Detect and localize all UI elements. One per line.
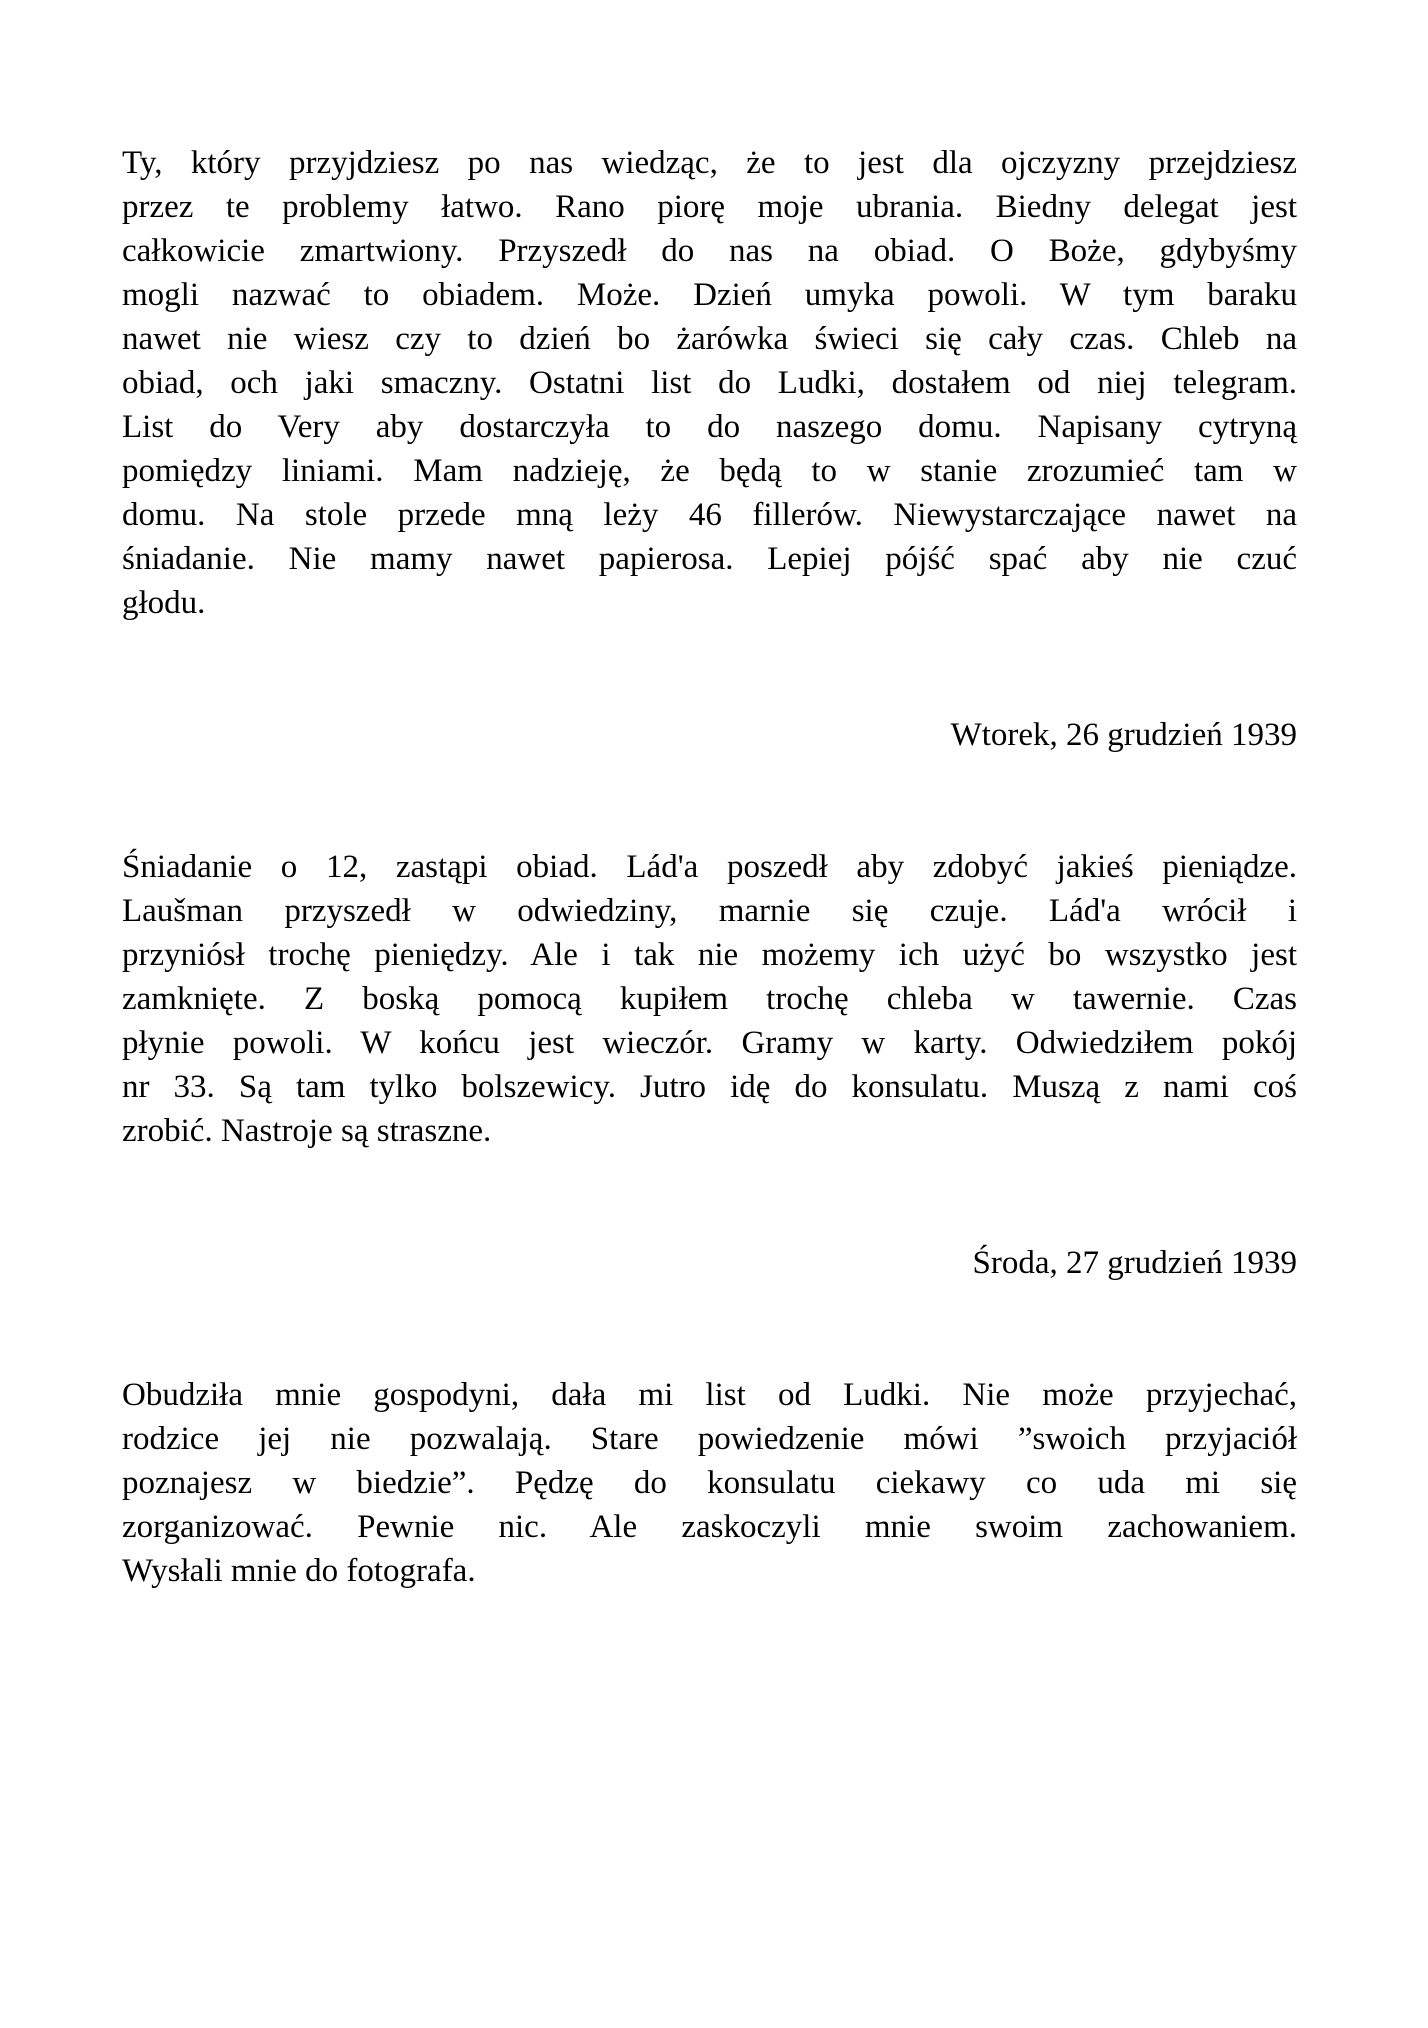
text-line: śniadanie. Nie mamy nawet papierosa. Lepiej pójść spać aby nie czuć (122, 541, 1297, 577)
text-line: Wysłali mnie do fotografa. (122, 1553, 476, 1589)
text-line: zorganizować. Pewnie nic. Ale zaskoczyli mnie swoim zachowaniem. (122, 1509, 1297, 1545)
text-line: przez te problemy łatwo. Rano piorę moje ubrania. Biedny delegat jest (122, 189, 1297, 225)
text-line: całkowicie zmartwiony. Przyszedł do nas na obiad. O Boże, gdybyśmy (122, 233, 1297, 269)
text-line: poznajesz w biedzie”. Pędzę do konsulatu ciekawy co uda mi się (122, 1465, 1297, 1501)
text-line: płynie powoli. W końcu jest wieczór. Gramy w karty. Odwiedziłem pokój (122, 1025, 1297, 1061)
text-line: obiad, och jaki smaczny. Ostatni list do Ludki, dostałem od niej telegram. (122, 365, 1297, 401)
date-heading: Środa, 27 grudzień 1939 (972, 1245, 1297, 1281)
text-line: rodzice jej nie pozwalają. Stare powiedzenie mówi ”swoich przyjaciół (122, 1421, 1297, 1457)
text-line: Laušman przyszedł w odwiedziny, marnie się czuje. Lád'a wrócił i (122, 893, 1297, 929)
text-line: zrobić. Nastroje są straszne. (122, 1113, 492, 1149)
text-line: mogli nazwać to obiadem. Może. Dzień umyka powoli. W tym baraku (122, 277, 1297, 313)
text-line: nr 33. Są tam tylko bolszewicy. Jutro idę do konsulatu. Muszą z nami coś (122, 1069, 1297, 1105)
text-line: domu. Na stole przede mną leży 46 fillerów. Niewystarczające nawet na (122, 497, 1297, 533)
text-line: pomiędzy liniami. Mam nadzieję, że będą to w stanie zrozumieć tam w (122, 453, 1297, 489)
document-body (122, 141, 1297, 1593)
text-line: Ty, który przyjdziesz po nas wiedząc, że to jest dla ojczyzny przejdziesz (122, 145, 1297, 181)
text-line: nawet nie wiesz czy to dzień bo żarówka świeci się cały czas. Chleb na (122, 321, 1297, 357)
text-line: przyniósł trochę pieniędzy. Ale i tak nie możemy ich użyć bo wszystko jest (122, 937, 1297, 973)
diary-paragraph (122, 1373, 1297, 1593)
text-line: List do Very aby dostarczyła to do naszego domu. Napisany cytryną (122, 409, 1297, 445)
text-line: głodu. (122, 585, 206, 621)
text-line: Śniadanie o 12, zastąpi obiad. Lád'a poszedł aby zdobyć jakieś pieniądze. (122, 849, 1297, 885)
text-line: zamknięte. Z boską pomocą kupiłem trochę chleba w tawernie. Czas (122, 981, 1297, 1017)
diary-paragraph (122, 141, 1297, 625)
date-heading: Wtorek, 26 grudzień 1939 (950, 717, 1297, 753)
diary-paragraph (122, 845, 1297, 1153)
text-line: Obudziła mnie gospodyni, dała mi list od Ludki. Nie może przyjechać, (122, 1377, 1297, 1413)
